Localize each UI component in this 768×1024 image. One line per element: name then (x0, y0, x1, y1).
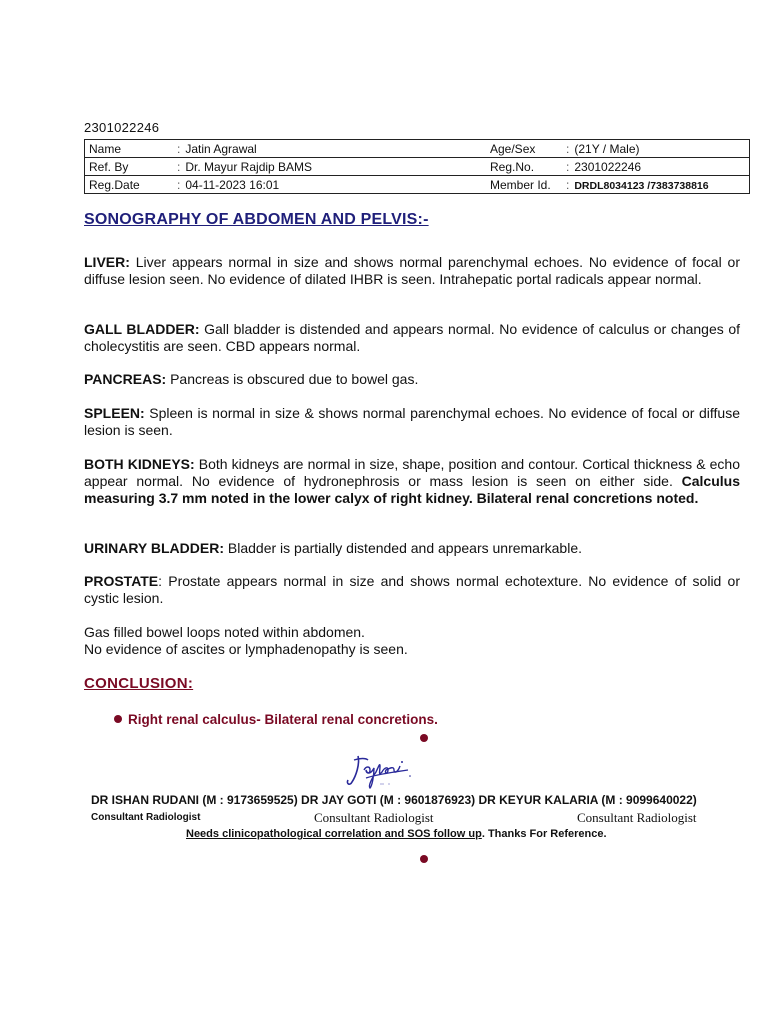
bullet-icon (114, 715, 122, 723)
ref-by-label: Ref. By (85, 158, 174, 176)
name-label: Name (85, 140, 174, 158)
bullet-dot-icon (420, 855, 428, 863)
ref-by-value: : Dr. Mayur Rajdip BAMS (173, 158, 486, 176)
reg-no-value: : 2301022246 (562, 158, 750, 176)
additional-notes (84, 624, 740, 658)
section-text: : Prostate appears normal in size and shows normal echotexture. No evidence of solid or cystic lesion. (84, 573, 740, 606)
section-text: Pancreas is obscured due to bowel gas. (166, 371, 419, 387)
section-heading: LIVER: (84, 254, 130, 270)
patient-info-row (85, 158, 750, 176)
reg-no-label: Reg.No. (486, 158, 562, 176)
doctors-line: DR ISHAN RUDANI (M : 9173659525) DR JAY GOTI (M : 9601876923) DR KEYUR KALARIA (M : 9099640022) (91, 793, 697, 807)
member-id-label: Member Id. (490, 177, 551, 192)
urinary-bladder-section (84, 540, 740, 557)
section-heading: SPLEEN: (84, 405, 145, 421)
kidneys-section (84, 456, 740, 507)
footer-underlined: Needs clinicopathological correlation and SOS follow up (186, 828, 482, 840)
kidney-finding: Calculus measuring 3.7 mm noted in the lower calyx of right kidney. Bilateral renal concretions noted. (84, 473, 740, 506)
role-label: Consultant Radiologist (314, 810, 434, 825)
section-text: Both kidneys are normal in size, shape, position and contour. Cortical thickness & echo appear normal. No evidence of hydronephrosis or mass lesion is seen on either side. (84, 456, 741, 489)
section-heading: URINARY BLADDER: (84, 540, 224, 556)
age-sex-value: : (21Y / Male) (562, 140, 750, 158)
section-text: Gall bladder is distended and appears normal. No evidence of calculus or changes of cholecystitis are seen. CBD appears normal. (84, 321, 741, 354)
role-label: Consultant Radiologist (577, 810, 697, 825)
report-reg-number: 2301022246 (84, 120, 160, 135)
reg-date-label: Reg.Date (89, 177, 140, 192)
age-sex-label: Age/Sex (486, 140, 562, 158)
reg-date-value: : 04-11-2023 16:01 (177, 177, 280, 192)
patient-info-row (85, 140, 750, 158)
patient-info-table (84, 139, 750, 194)
note-line: No evidence of ascites or lymphadenopathy is seen. (84, 641, 408, 657)
conclusion-item: Right renal calculus- Bilateral renal concretions. (114, 712, 438, 727)
footer-rest: . Thanks For Reference. (481, 828, 607, 840)
conclusion-title: CONCLUSION: (84, 675, 194, 692)
spleen-section (84, 405, 740, 439)
prostate-section (84, 573, 740, 607)
member-id-value: : DRDL8034123 /7383738816 (566, 177, 709, 192)
footer-note (186, 828, 607, 840)
report-title: SONOGRAPHY OF ABDOMEN AND PELVIS:- (84, 211, 429, 228)
section-heading: PROSTATE (84, 573, 159, 589)
section-heading: PANCREAS: (84, 371, 167, 387)
liver-section (84, 254, 740, 288)
section-heading: BOTH KIDNEYS: (84, 456, 195, 472)
name-value: : Jatin Agrawal (173, 140, 486, 158)
note-line: Gas filled bowel loops noted within abdomen. (84, 624, 365, 640)
bullet-dot-icon (420, 734, 428, 742)
gall-bladder-section (84, 321, 740, 355)
role-label: Consultant Radiologist (91, 812, 201, 823)
patient-info-row (85, 176, 750, 194)
section-text: Spleen is normal in size & shows normal parenchymal echoes. No evidence of focal or diffuse lesion is seen. (84, 405, 740, 438)
section-heading: GALL BLADDER: (84, 321, 200, 337)
section-text: Bladder is partially distended and appears unremarkable. (224, 540, 582, 556)
pancreas-section (84, 371, 740, 388)
section-text: Liver appears normal in size and shows normal parenchymal echoes. No evidence of focal or diffuse lesion seen. No evidence of dilated IHBR is seen. Intrahepatic portal radicals appear normal. (84, 254, 740, 287)
signature-icon (344, 750, 424, 797)
